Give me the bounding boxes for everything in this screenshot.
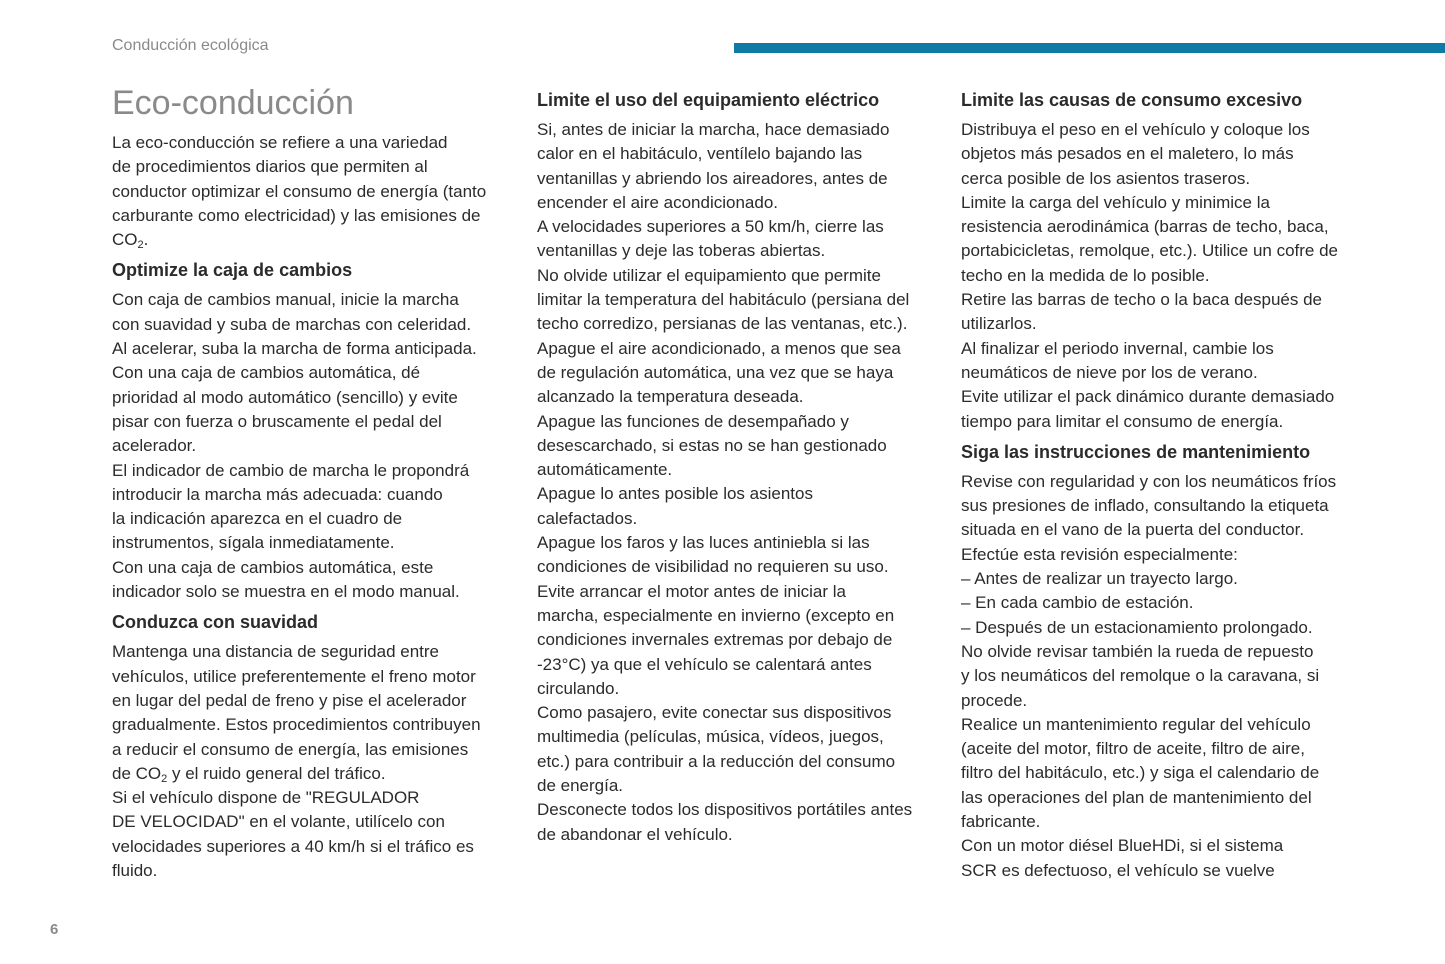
gearbox-paragraph: Con caja de cambios manual, inicie la marcha con suavidad y suba de marchas con celeridad. Al acelerar, suba la marcha de forma anticipada. Con una caja de cambios automática, dé prioridad al modo automático (sencillo) y evite pisar con fuerza o bruscamente el pedal del acelerador. El indicador de cambio de marcha le propondrá introducir la marcha más adecuada: cuando la indicación aparezca en el cuadro de instrumentos, sígala inmediatamente. Con una caja de cambios automática, este indicador solo se muestra en el modo manual.	[112, 290, 477, 602]
smooth-text-b: y el ruido general del tráfico. Si el vehículo dispone de "REGULADOR DE VELOCIDAD" en el volante, utilícelo con velocidades superiores a 40 km/h si el tráfico es fluido.	[112, 763, 474, 881]
smooth-driving-paragraph	[112, 640, 512, 883]
excess-consumption-paragraph: Distribuya el peso en el vehículo y coloque los objetos más pesados en el maletero, lo más cerca posible de los asientos traseros. Limite la carga del vehículo y minimice la resistencia aerodinámica (barras de techo, baca, portabicicletas, remolque, etc.). Utilice un cofre de techo en la medida de lo posible. Retire las barras de techo o la baca después de utilizarlos. Al finalizar el periodo invernal, cambie los neumáticos de nieve por los de verano. Evite utilizar el pack dinámico durante demasiado tiempo para limitar el consumo de energía.	[961, 120, 1339, 431]
page-title: Eco-conducción	[112, 84, 354, 122]
heading-gearbox: Optimize la caja de cambios	[112, 260, 353, 281]
co2-subscript: 2	[161, 772, 168, 785]
section-header-title: Conducción ecológica	[112, 37, 269, 54]
intro-text: La eco-conducción se refiere a una variedad de procedimientos diarios que permiten al conductor optimizar el consumo de energía (tanto carburante como electricidad) y las emisiones de CO	[112, 133, 487, 250]
electric-equipment-paragraph: Si, antes de iniciar la marcha, hace demasiado calor en el habitáculo, ventílelo bajando las ventanillas y abriendo los aireadores, antes de encender el aire acondicionado. A velocidades superiores a 50 km/h, cierre las ventanillas y deje las toberas abiertas. No olvide utilizar el equipamiento que permite limitar la temperatura del habitáculo (persiana del techo corredizo, persianas de las ventanas, etc.). Apague el aire acondicionado, a menos que sea de regulación automática, una vez que se haya alcanzado la temperatura deseada. Apague las funciones de desempañado y desescarchado, si estas no se han gestionado automáticamente. Apague lo antes posible los asientos calefactados. Apague los faros y las luces antiniebla si las condiciones de visibilidad no requieren su uso. Evite arrancar el motor antes de iniciar la marcha, especialmente en invierno (excepto en condiciones invernales extremas por debajo de -23°C) ya que el vehículo se calentará antes circulando. Como pasajero, evite conectar sus dispositivos multimedia (películas, música, vídeos, juegos, etc.) para contribuir a la reducción del consumo de energía. Desconecte todos los dispositivos portátiles antes de abandonar el vehículo.	[537, 120, 913, 844]
heading-electric-equipment: Limite el uso del equipamiento eléctrico	[537, 90, 880, 110]
smooth-text-a: Mantenga una distancia de seguridad entre vehículos, utilice preferentemente el freno motor en lugar del pedal de freno y pise el acelerador gradualmente. Estos procedimientos contribuyen a reducir el consumo de energía, las emisiones de CO	[112, 642, 481, 783]
co2-subscript: 2	[137, 239, 144, 252]
column-right	[961, 86, 1371, 883]
intro-paragraph	[112, 131, 512, 252]
column-middle	[537, 86, 937, 847]
intro-end: .	[143, 230, 149, 250]
maintenance-paragraph: Revise con regularidad y con los neumáticos fríos sus presiones de inflado, consultando la etiqueta situada en el vano de la puerta del conductor. Efectúe esta revisión especialmente: – Antes de realizar un trayecto largo. – En cada cambio de estación. – Después de un estacionamiento prolongado. No olvide revisar también la rueda de repuesto y los neumáticos del remolque o la caravana, si procede. Realice un mantenimiento regular del vehículo (aceite del motor, filtro de aceite, filtro de aire, filtro del habitáculo, etc.) y siga el calendario de las operaciones del plan de mantenimiento del fabricante. Con un motor diésel BlueHDi, si el sistema SCR es defectuoso, el vehículo se vuelve	[961, 471, 1337, 880]
header-accent-bar	[734, 43, 1445, 53]
column-left	[112, 86, 512, 883]
heading-maintenance: Siga las instrucciones de mantenimiento	[961, 441, 1311, 462]
heading-smooth-driving: Conduzca con suavidad	[112, 612, 319, 633]
page-number: 6	[50, 921, 59, 938]
heading-excess-consumption: Limite las causas de consumo excesivo	[961, 90, 1303, 110]
